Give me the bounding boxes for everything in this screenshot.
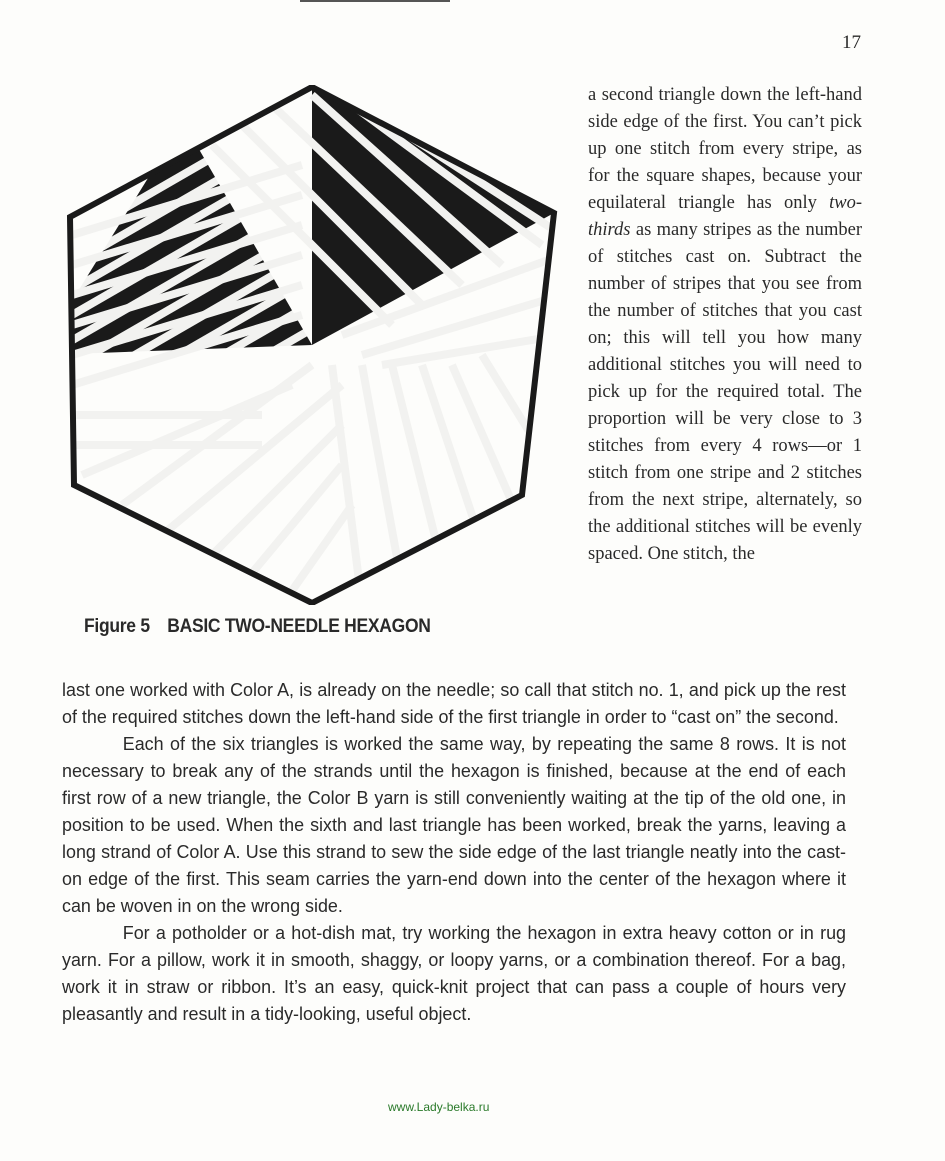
- column-text-part: as many stripes as the number of stitches cast on. Subtract the number of stripes that you see from the number of stitches that you cast on; this will tell you how many additional stitches you will need to pick up for the required total. The proportion will be very close to 3 stitches from every 4 rows—or 1 stitch from one stripe and 2 stitches from the next stripe, alternately, so the additional stitches will be evenly spaced. One stitch, the: [588, 220, 862, 564]
- body-paragraph-2: Each of the six triangles is worked the same way, by repeating the same 8 rows. It is not necessary to break any of the strands until the hexagon is finished, because at the end of each first row of a new triangle, the Color B yarn is still conveniently waiting at the tip of the old one, in position to be used. When the sixth and last triangle has been worked, break the yarns, leaving a long strand of Color A. Use this strand to sew the side edge of the last triangle neatly into the cast-on edge of the first. This seam carries the yarn-end down into the center of the hexagon where it can be woven in on the wrong side.: [62, 733, 846, 916]
- page-number: 17: [842, 32, 861, 53]
- body-paragraph-1: last one worked with Color A, is already on the needle; so call that stitch no. 1, and pick up the rest of the required stitches down the left-hand side of the first triangle in order to “cast on” the second.: [62, 679, 846, 727]
- watermark-link[interactable]: www.Lady-belka.ru: [388, 1100, 490, 1114]
- figure-label: Figure 5: [84, 616, 150, 637]
- emphasis-text: two-thirds: [588, 193, 862, 240]
- right-column-text: [588, 82, 862, 568]
- hexagon-figure-image: [62, 85, 562, 605]
- column-text-part: a second triangle down the left-hand side edge of the first. You can’t pick up one stitch from every stripe, as for the square shapes, because your equilateral triangle has only: [588, 85, 862, 213]
- top-rule: [300, 0, 450, 2]
- figure-title: BASIC TWO-NEEDLE HEXAGON: [167, 616, 431, 637]
- body-paragraph-3: For a potholder or a hot-dish mat, try working the hexagon in extra heavy cotton or in rug yarn. For a pillow, work it in smooth, shaggy, or loopy yarns, or a combination thereof. For a bag, work it in straw or ribbon. It’s an easy, quick-knit project that can pass a couple of hours very pleasantly and result in a tidy-looking, useful object.: [62, 922, 846, 1024]
- figure-caption: [84, 616, 431, 638]
- body-text: [62, 676, 846, 1027]
- column-paragraph: [588, 82, 862, 568]
